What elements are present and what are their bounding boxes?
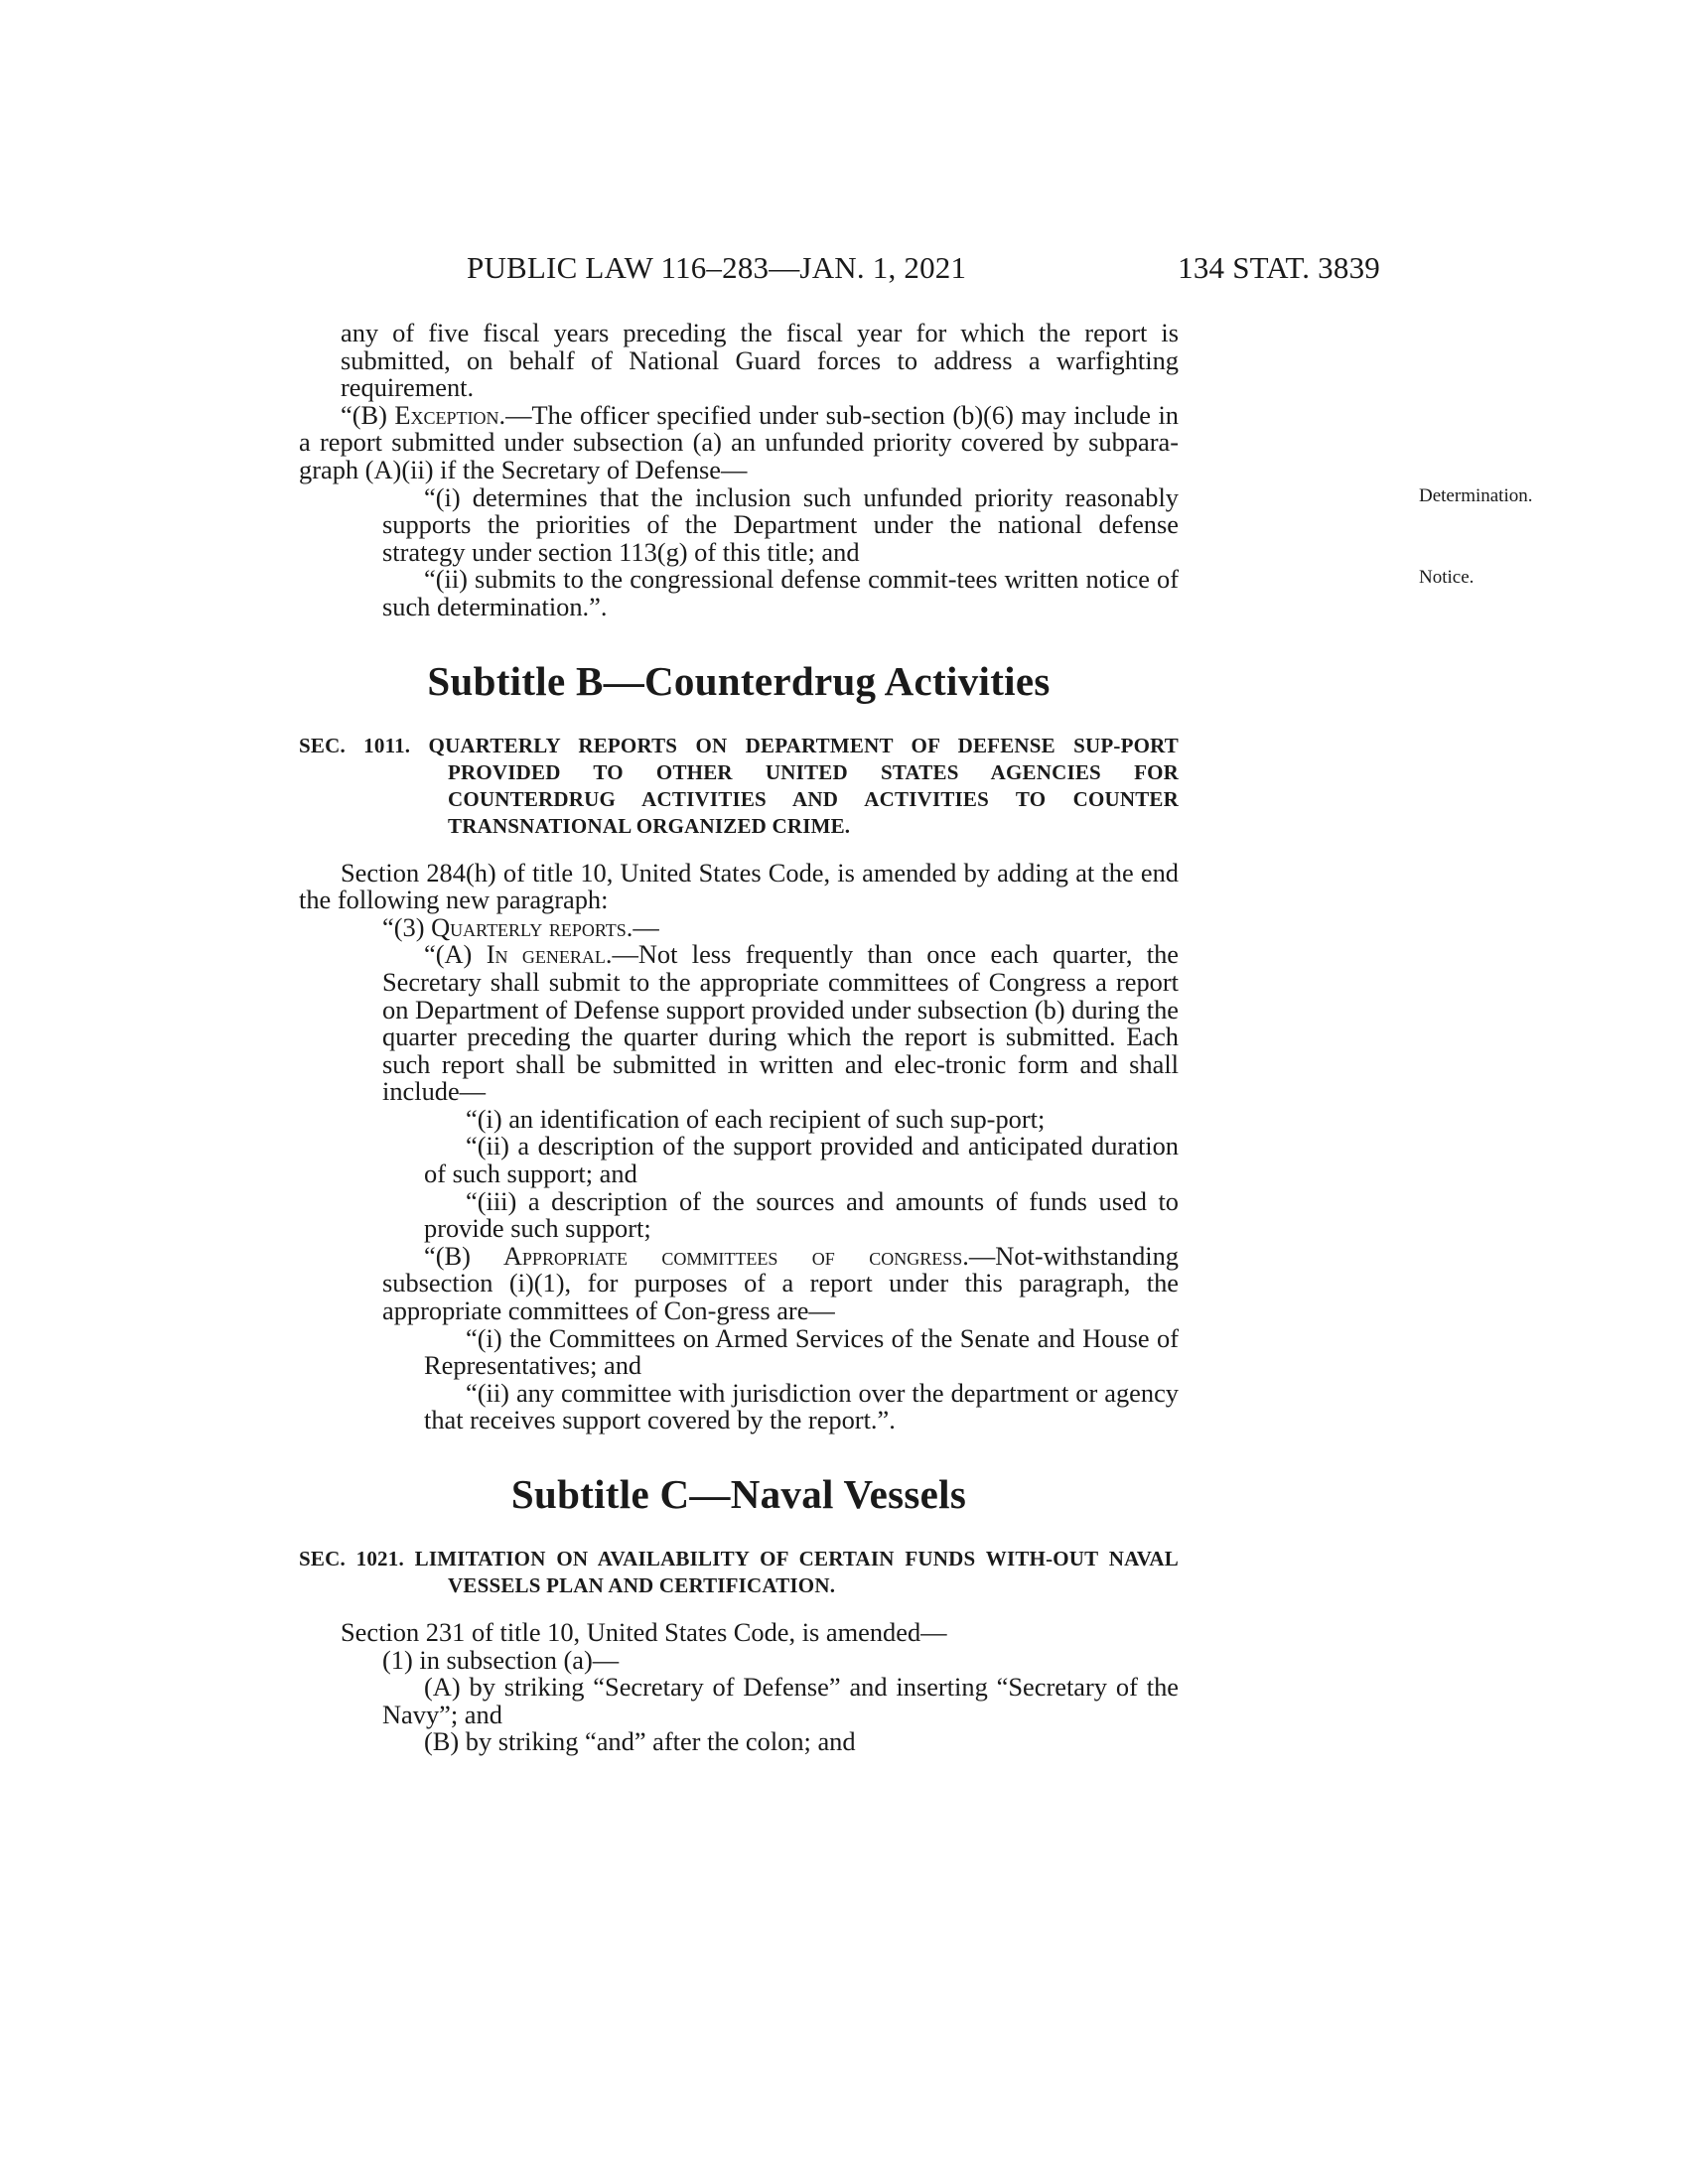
margin-note-determination: Determination. (1419, 484, 1533, 506)
paragraph-b-striking-and: (B) by striking “and” after the colon; and (424, 1726, 856, 1757)
paragraph-a-striking-secretary: (A) by striking “Secretary of Defense” and inserting “Secretary of the Navy”; and (382, 1672, 1179, 1729)
paragraph-b-exception (299, 399, 1179, 484)
heading-exception: “(B) Exception. (341, 399, 506, 430)
section-1021-heading: SEC. 1021. LIMITATION ON AVAILABILITY OF CERTAIN FUNDS WITH-OUT NAVAL VESSELS PLAN AND CERTIFICATION. (299, 1547, 1179, 1597)
heading-appropriate-committees: “(B) Appropriate committees of congress. (424, 1240, 969, 1271)
paragraph-section-284: Section 284(h) of title 10, United States Code, is amended by adding at the end the following new paragraph: (299, 857, 1179, 915)
paragraph-b-appropriate-committees (299, 1240, 1179, 1326)
margin-note-notice: Notice. (1419, 567, 1475, 589)
paragraph-section-231: Section 231 of title 10, United States Code, is amended— (341, 1617, 947, 1647)
text-determines: “(i) determines that the inclusion such unfunded priority reasonably supports the priorities of the Department under the national defense strategy under section 113(g) of this title; and (382, 481, 1179, 567)
text-exception: —The officer specified under sub-section (b)(6) may include in a report submitted under subsection (a) an unfunded priority covered by subpara-graph (A)(ii) if the Secretary of Defense— (299, 399, 1179, 484)
paragraph-1-subsection-a: (1) in subsection (a)— (382, 1644, 620, 1675)
header-public-law: PUBLIC LAW 116–283—JAN. 1, 2021 (467, 250, 967, 285)
text-in-general: —Not less frequently than once each quarter, the Secretary shall submit to the appropriate committees of Congress a report on Department of Defense support provided under subsection (b) during the quarter preceding the quarter during which the report is submitted. Each such report shall be submitted in written and elec-tronic form and shall include— (382, 939, 1180, 1107)
text-appropriate-committees: —Not-withstanding subsection (i)(1), for purposes of a report under this paragraph, the appropriate committees of Con-gress are— (382, 1240, 1179, 1326)
running-header (467, 250, 1380, 290)
heading-in-general: “(A) In general. (424, 939, 613, 970)
paragraph-ii-description: “(ii) a description of the support provided and anticipated duration of such support; and (424, 1131, 1179, 1189)
paragraph-i-determines (299, 481, 1533, 567)
paragraph-i-armed-services: “(i) the Committees on Armed Services of the Senate and House of Representatives; and (424, 1322, 1179, 1381)
header-stat-page: 134 STAT. 3839 (1178, 250, 1380, 285)
subtitle-c-heading: Subtitle C—Naval Vessels (510, 1471, 967, 1517)
paragraph-i-identification: “(i) an identification of each recipient of such sup-port; (466, 1103, 1046, 1134)
section-1011-heading: SEC. 1011. QUARTERLY REPORTS ON DEPARTMENT OF DEFENSE SUP-PORT PROVIDED TO OTHER UNITED STATES AGENCIES FOR COUNTERDRUG ACTIVITIES AND ACTIVITIES TO COUNTER TRANSNATIONAL ORGANIZED CRIME. (299, 733, 1179, 838)
text-submits: “(ii) submits to the congressional defense commit-tees written notice of such determination.”. (382, 564, 1179, 621)
document-body (299, 318, 1533, 1757)
paragraph-iii-sources: “(iii) a description of the sources and amounts of funds used to provide such support; (424, 1185, 1179, 1244)
text-quarterly-reports: — (633, 911, 659, 942)
paragraph-continued: any of five fiscal years preceding the fiscal year for which the report is submitted, on behalf of National Guard forces to address a warfighting requirement. (341, 318, 1179, 403)
subtitle-b-heading: Subtitle B—Counterdrug Activities (427, 657, 1051, 704)
paragraph-3-quarterly-reports (299, 911, 1179, 942)
paragraph-ii-submits (299, 564, 1475, 621)
heading-quarterly-reports: “(3) Quarterly reports. (382, 911, 633, 942)
paragraph-a-in-general (299, 941, 1179, 1106)
paragraph-ii-jurisdiction: “(ii) any committee with jurisdiction over the department or agency that receives support covered by the report.”. (424, 1377, 1179, 1435)
